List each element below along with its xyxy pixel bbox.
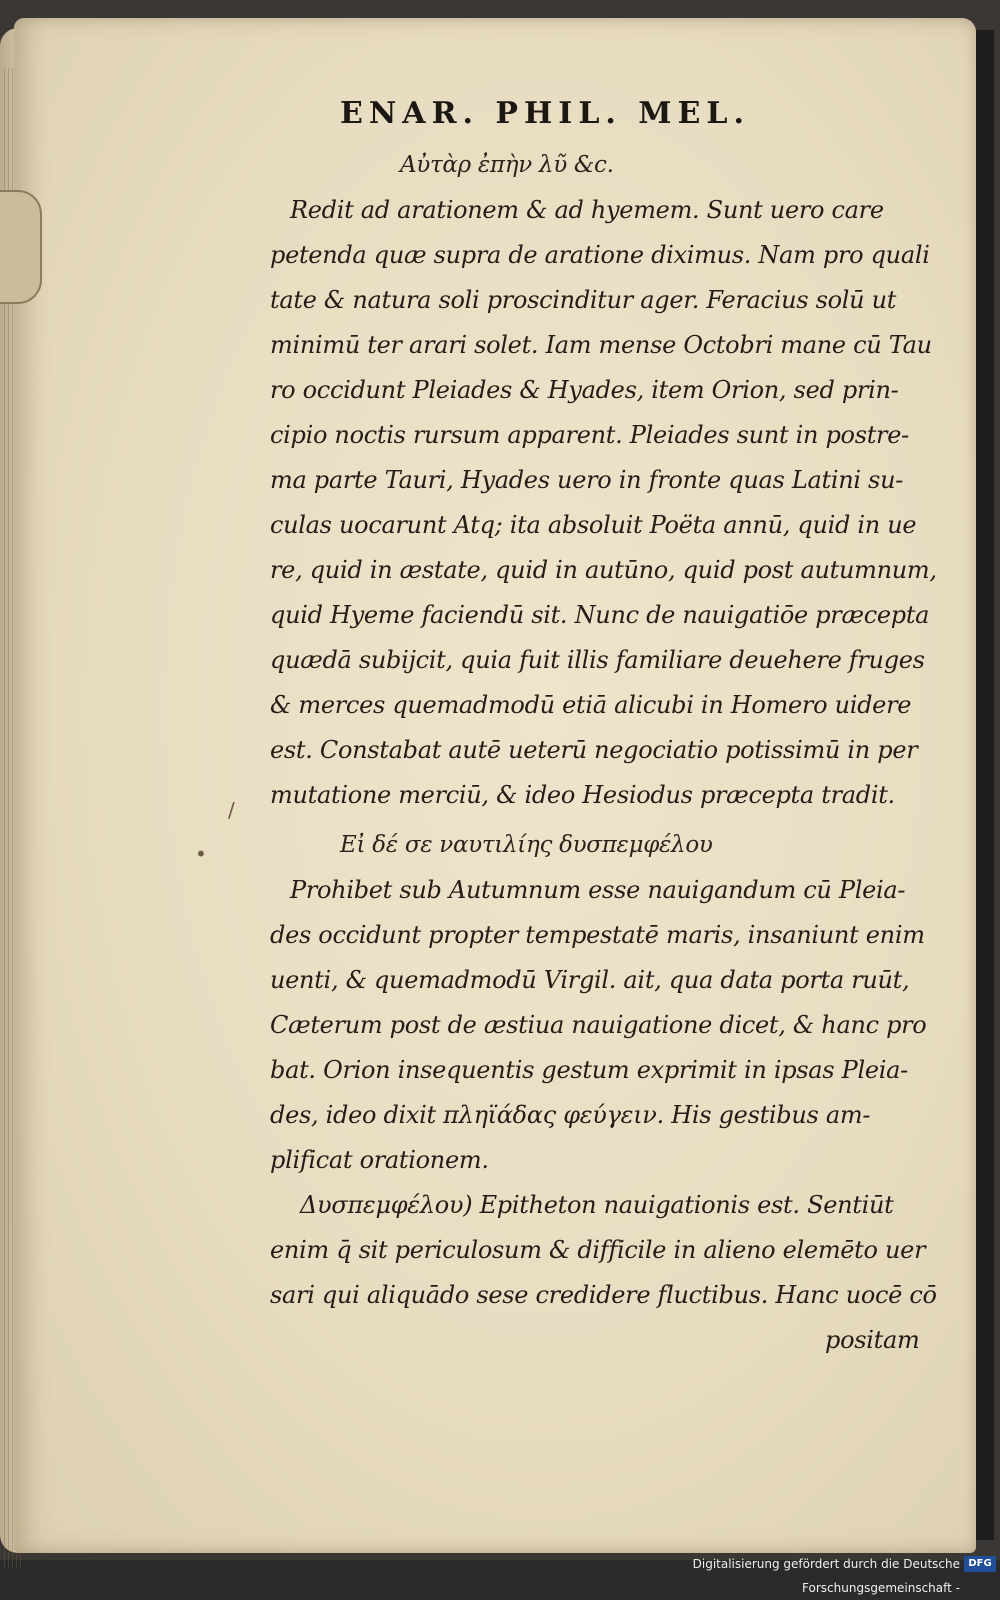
text-line: re, quid in æstate, quid in autūno, quid post autumnum, [270,556,937,584]
dfg-logo: DFG [964,1556,996,1572]
text-line: est. Constabat autē ueterū negociatio potissimū in per [270,736,918,764]
text-line: quædā subijcit, quia fuit illis familiare deuehere fruges [270,646,925,674]
text-line: quid Hyeme faciendū sit. Nunc de nauigatiōe præcepta [270,601,930,629]
text-line: petenda quæ supra de aratione diximus. Nam pro quali [270,241,930,269]
greek-lemma: Αὐτὰρ ἐπὴν λῦ &c. [400,152,614,178]
text-line: des occidunt propter tempestatē maris, insaniunt enim [270,921,925,949]
text-line: & merces quemadmodū etiā alicubi in Homero uidere [270,691,912,719]
text-line: ma parte Tauri, Hyades uero in fronte quas Latini su- [270,466,904,494]
text-line: enim q̄ sit periculosum & difficile in alieno elemēto uer [270,1236,926,1264]
text-line: Cæterum post de æstiua nauigatione dicet, & hanc pro [270,1011,927,1039]
text-line: uenti, & quemadmodū Virgil. ait, qua data porta ruūt, [270,966,910,994]
text-line: mutatione merciū, & ideo Hesiodus præcepta tradit. [270,781,895,809]
text-line: Redit ad arationem & ad hyemem. Sunt uero care [290,196,884,224]
margin-mark: • [195,842,207,866]
text-line: sari qui aliquādo sese credidere fluctibus. Hanc uocē cō [270,1281,937,1309]
text-line: cipio noctis rursum apparent. Pleiades sunt in postre- [270,421,909,449]
text-line: culas uocarunt Atq; ita absoluit Poëta annū, quid in ue [270,511,917,539]
text-line: minimū ter arari solet. Iam mense Octobri mane cū Tau [270,331,932,359]
greek-lemma: Εἰ δέ σε ναυτιλίης δυσπεμφέλου [340,832,713,858]
text-line: Δυσπεμφέλου) Epitheton nauigationis est. Sentiūt [300,1191,894,1219]
text-line: des, ideo dixit πληϊάδας φεύγειν. His gestibus am- [270,1101,871,1129]
text-line: Prohibet sub Autumnum esse nauigandum cū Pleia- [290,876,906,904]
running-head: ENAR. PHIL. MEL. [340,96,750,131]
digitization-credit: Digitalisierung gefördert durch die Deutsche Forschungsgemeinschaft - [692,1557,960,1595]
book-clasp [0,190,42,304]
text-line: tate & natura soli proscinditur ager. Feracius solū ut [270,286,897,314]
text-line: plificat orationem. [270,1146,489,1174]
catchword: positam [825,1326,920,1354]
text-line: bat. Orion insequentis gestum exprimit in ipsas Pleia- [270,1056,908,1084]
margin-mark: / [228,798,235,822]
text-line: ro occidunt Pleiades & Hyades, item Orion, sed prin- [270,376,899,404]
